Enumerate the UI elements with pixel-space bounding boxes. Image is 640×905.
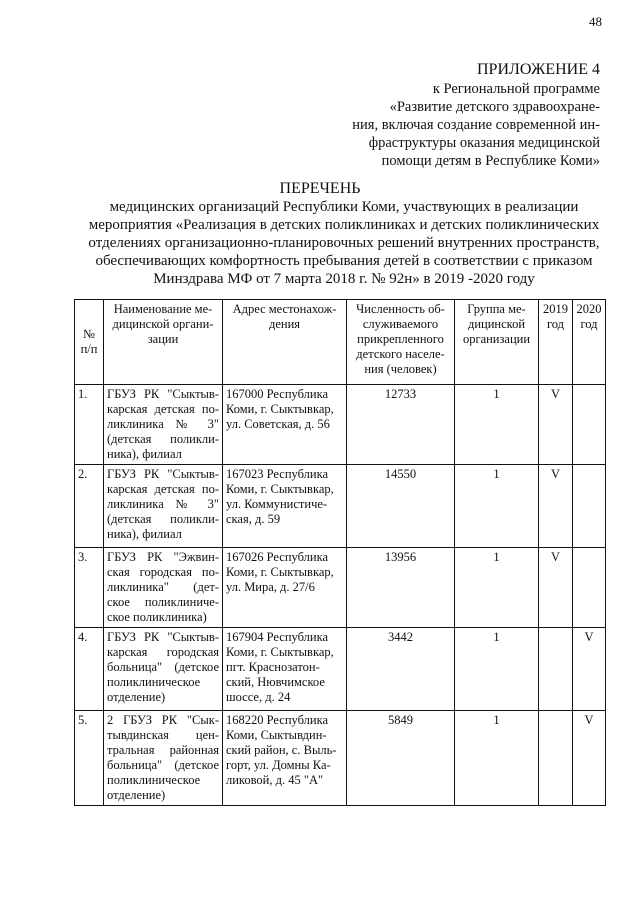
cell-2020: V — [573, 628, 606, 711]
header-2020: 2020 год — [573, 300, 606, 385]
cell-number: 4. — [75, 628, 104, 711]
cell-number: 1. — [75, 385, 104, 465]
cell-2019 — [539, 628, 573, 711]
cell-group: 1 — [455, 385, 539, 465]
cell-group: 1 — [455, 548, 539, 628]
cell-address: 167000 Республика Коми, г. Сыктывкар, ул. Советская, д. 56 — [223, 385, 347, 465]
subtitle-line: медицинских организаций Республики Коми, участвующих в реализации — [109, 199, 579, 215]
subtitle-line: отделениях организационно-планировочных решений внутренних пространств, — [88, 235, 600, 251]
cell-group: 1 — [455, 711, 539, 806]
cell-name: ГБУЗ РК "Сыктыв-карская детская по-ликлиника № 3" (детская поликли-ника), филиал — [104, 385, 223, 465]
appendix-line: фраструктуры оказания медицинской — [368, 135, 600, 151]
cell-number: 2. — [75, 465, 104, 548]
cell-population: 12733 — [347, 385, 455, 465]
cell-address: 167904 Республика Коми, г. Сыктывкар, пгт. Краснозатон-ский, Нювчимское шоссе, д. 24 — [223, 628, 347, 711]
appendix-line: «Развитие детского здравоохране- — [389, 99, 600, 115]
appendix-line: помощи детям в Республике Коми» — [381, 153, 600, 169]
cell-address: 167023 Республика Коми, г. Сыктывкар, ул. Коммунистиче-ская, д. 59 — [223, 465, 347, 548]
header-population: Численность об-служиваемого прикрепленного детского населе-ния (человек) — [347, 300, 455, 385]
appendix-block — [270, 60, 600, 170]
cell-2019: V — [539, 465, 573, 548]
document-title: ПЕРЕЧЕНЬ — [279, 180, 361, 197]
cell-address: 167026 Республика Коми, г. Сыктывкар, ул. Мира, д. 27/6 — [223, 548, 347, 628]
header-2019: 2019 год — [539, 300, 573, 385]
header-address: Адрес местонахож-дения — [223, 300, 347, 385]
table-row — [75, 465, 606, 548]
cell-2020 — [573, 465, 606, 548]
subtitle-line: обеспечивающих комфортность пребывания детей в соответствии с приказом — [95, 253, 593, 269]
document-subtitle — [74, 198, 614, 288]
table-row — [75, 628, 606, 711]
table-header-row — [75, 300, 606, 385]
cell-group: 1 — [455, 465, 539, 548]
appendix-line: ния, включая создание современной ин- — [352, 117, 600, 133]
table-row — [75, 385, 606, 465]
cell-number: 5. — [75, 711, 104, 806]
cell-number: 3. — [75, 548, 104, 628]
cell-population: 13956 — [347, 548, 455, 628]
cell-population: 14550 — [347, 465, 455, 548]
cell-2019: V — [539, 385, 573, 465]
subtitle-line: Минздрава МФ от 7 марта 2018 г. № 92н» в 2019 -2020 году — [153, 271, 535, 287]
cell-population: 5849 — [347, 711, 455, 806]
header-group: Группа ме-дицинской организации — [455, 300, 539, 385]
cell-2019 — [539, 711, 573, 806]
table-row — [75, 711, 606, 806]
table-row — [75, 548, 606, 628]
cell-2020 — [573, 548, 606, 628]
appendix-heading: ПРИЛОЖЕНИЕ 4 — [476, 61, 600, 78]
cell-name: ГБУЗ РК "Эжвин-ская городская по-ликлиника" (дет-ское поликлиниче-ское поликлиника) — [104, 548, 223, 628]
cell-name: 2 ГБУЗ РК "Сык-тывдинская цен-тральная районная больница" (детское поликлиническое отделение) — [104, 711, 223, 806]
page-number: 48 — [589, 14, 602, 29]
cell-name: ГБУЗ РК "Сыктыв-карская детская по-ликлиника № 3" (детская поликли-ника), филиал — [104, 465, 223, 548]
cell-address: 168220 Республика Коми, Сыктывдин-ский район, с. Выль-горт, ул. Домны Ка-ликовой, д. 45 "А" — [223, 711, 347, 806]
organizations-table — [74, 299, 606, 806]
cell-group: 1 — [455, 628, 539, 711]
cell-2020: V — [573, 711, 606, 806]
cell-2019: V — [539, 548, 573, 628]
cell-population: 3442 — [347, 628, 455, 711]
header-name: Наименование ме-дицинской органи-зации — [104, 300, 223, 385]
cell-name: ГБУЗ РК "Сыктыв-карская городская больница" (детское поликлиническое отделение) — [104, 628, 223, 711]
header-number: № п/п — [75, 300, 104, 385]
subtitle-line: мероприятия «Реализация в детских поликлиниках и детских поликлинических — [88, 217, 600, 233]
cell-2020 — [573, 385, 606, 465]
appendix-line: к Региональной программе — [432, 81, 600, 97]
